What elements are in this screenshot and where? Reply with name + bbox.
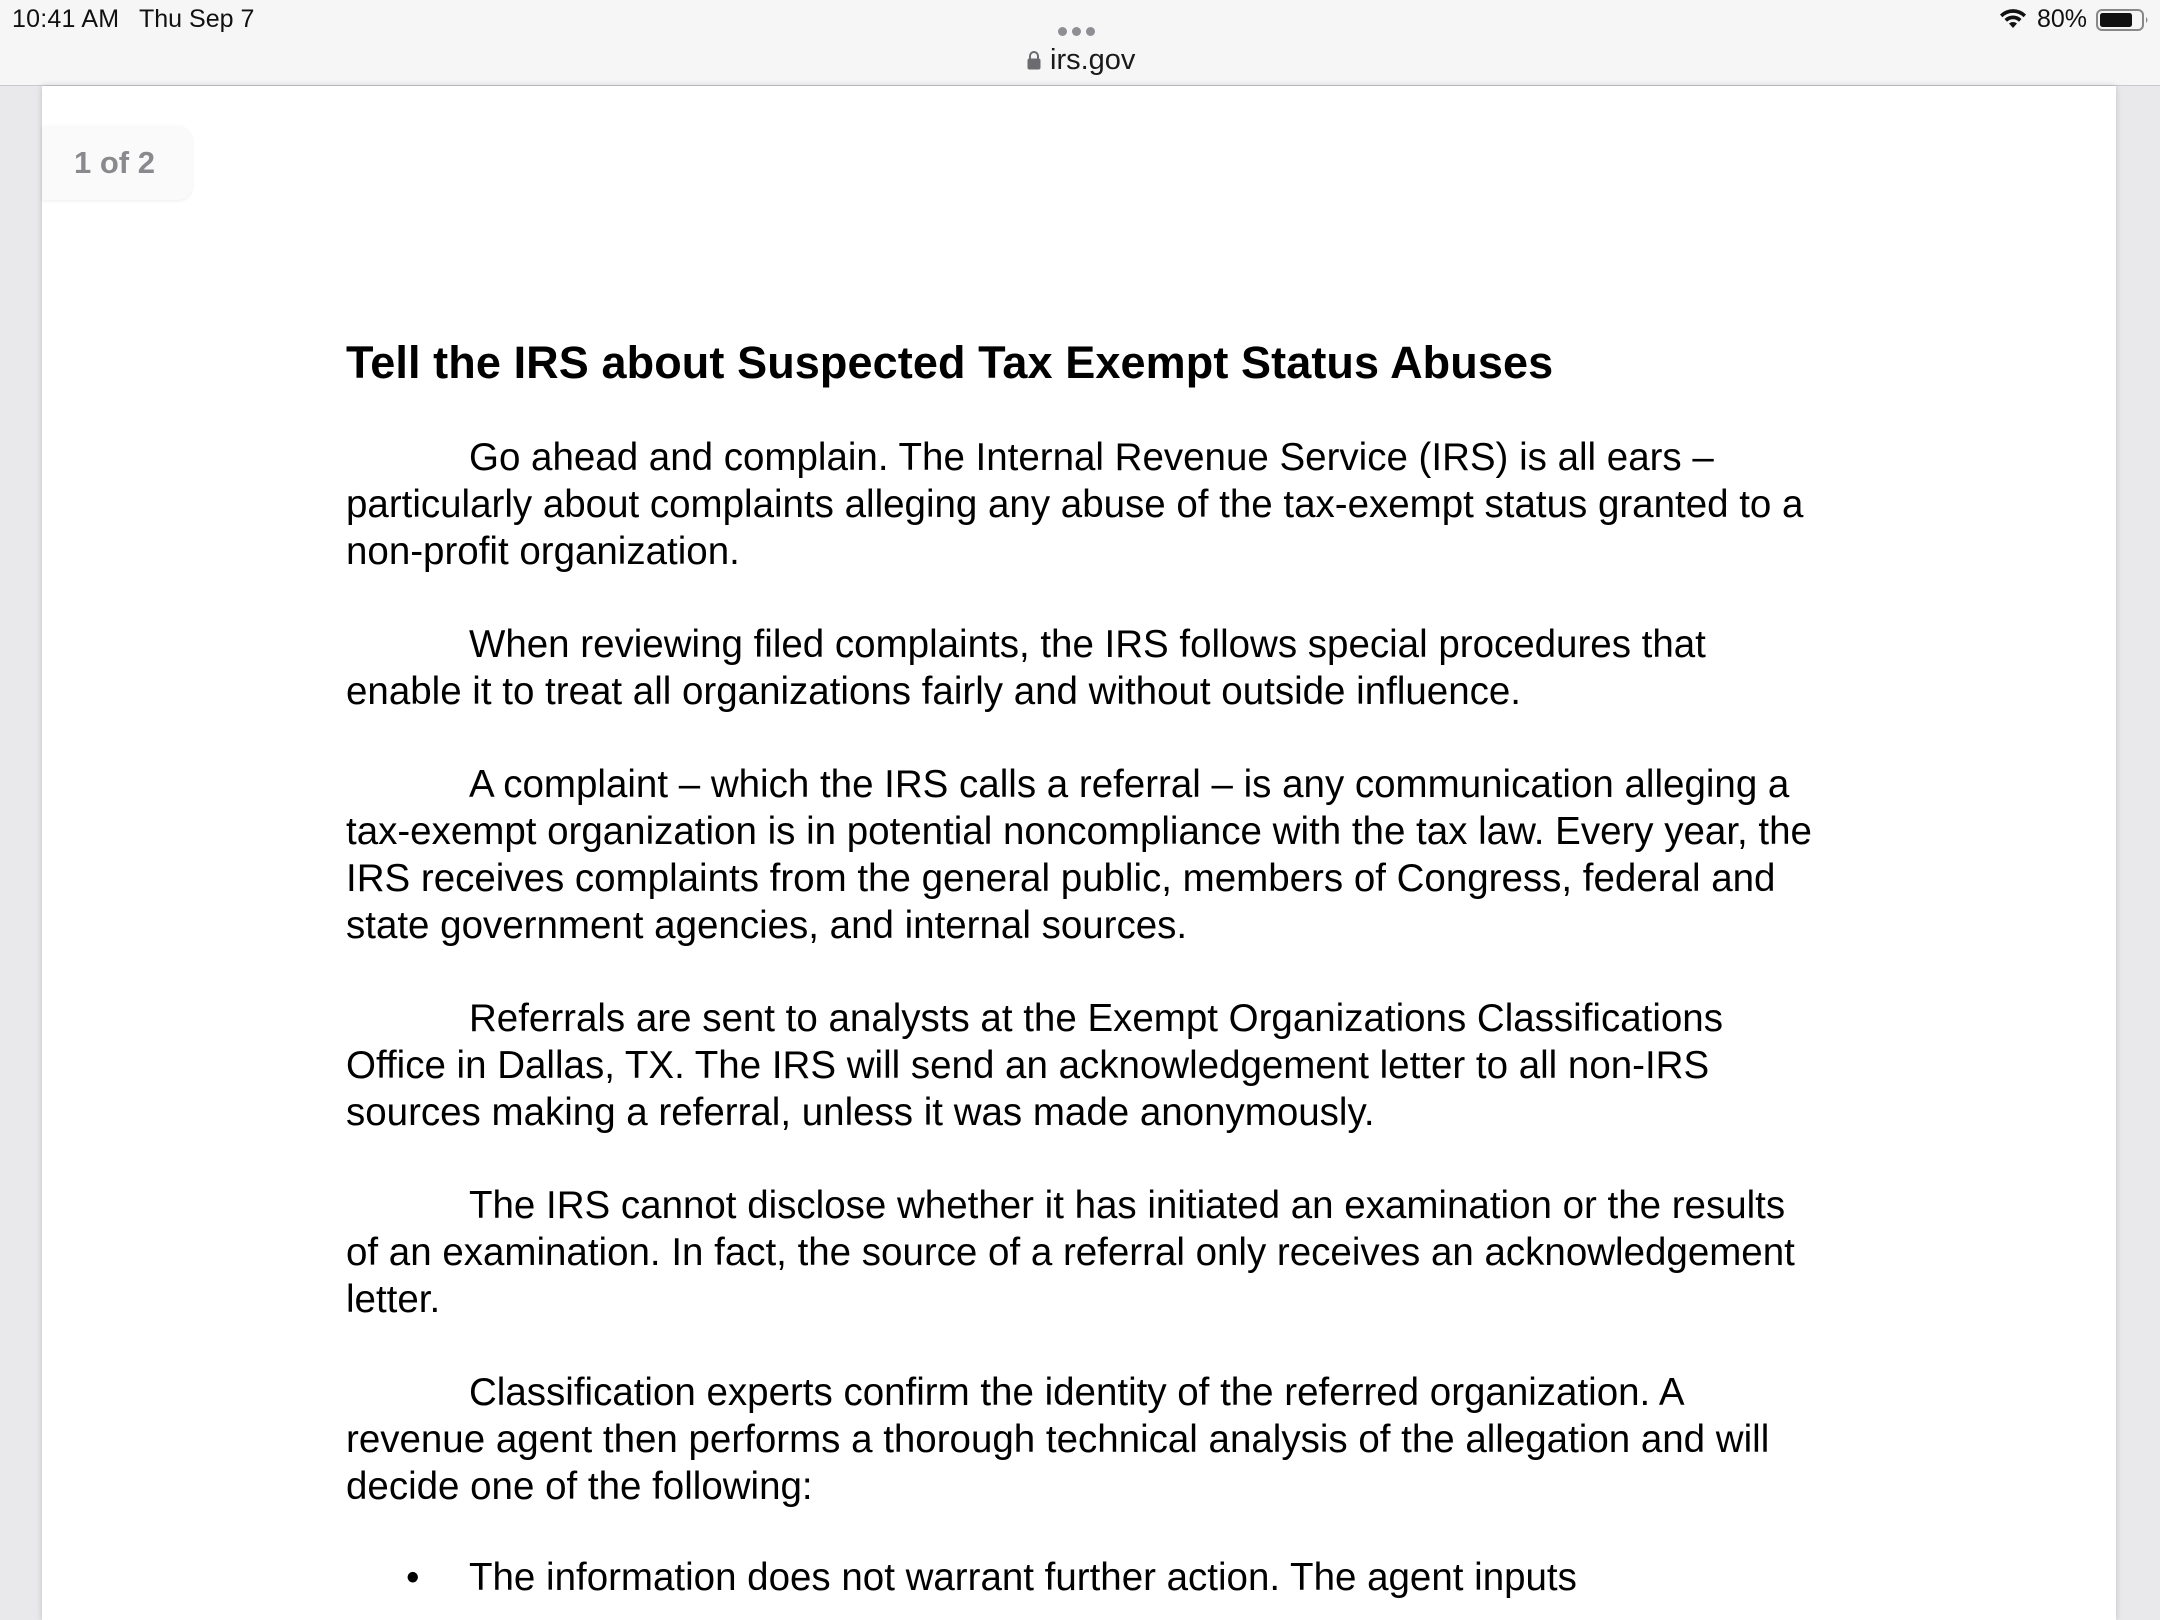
battery-icon <box>2096 8 2150 32</box>
lock-icon <box>1026 50 1042 70</box>
document-paragraph: When reviewing filed complaints, the IRS follows special procedures that enable it to treat all organizations fairly and without outside influence. <box>346 623 1706 713</box>
document-title: Tell the IRS about Suspected Tax Exempt Status Abuses <box>346 337 1554 388</box>
bullet-item <box>346 1554 1846 1601</box>
url-text: irs.gov <box>1050 43 1136 76</box>
url-display[interactable] <box>1026 42 1135 78</box>
battery-percent: 80% <box>2037 5 2088 33</box>
status-time: 10:41 AM <box>12 5 120 33</box>
document-body <box>346 336 1846 1601</box>
multitask-dots-icon[interactable] <box>1058 14 1102 24</box>
document-paragraph: Classification experts confirm the identity of the referred organization. A revenue agent then performs a thorough technical analysis of the allegation and will decide one of the following: <box>346 1371 1770 1508</box>
status-date: Thu Sep 7 <box>139 5 255 33</box>
page-counter: 1 of 2 <box>42 126 192 200</box>
document-paragraph: A complaint – which the IRS calls a referral – is any communication alleging a tax-exempt organization is in potential noncompliance with the tax law. Every year, the IRS receives complaints from the general public, members of Congress, federal and state government agencies, and internal sources. <box>346 763 1812 947</box>
document-paragraph: Go ahead and complain. The Internal Revenue Service (IRS) is all ears – particularly about complaints alleging any abuse of the tax-exempt status granted to a non-profit organization. <box>346 436 1804 573</box>
address-bar[interactable] <box>0 38 2160 86</box>
wifi-icon <box>1998 8 2028 30</box>
status-bar <box>0 0 2160 38</box>
document-paragraph: Referrals are sent to analysts at the Exempt Organizations Classifications Office in Dallas, TX. The IRS will send an acknowledgement letter to all non-IRS sources making a referral, unless it was made anonymously. <box>346 997 1723 1134</box>
bullet-text: The information does not warrant further action. The agent inputs <box>469 1556 1577 1599</box>
document-paragraph: The IRS cannot disclose whether it has initiated an examination or the results of an examination. In fact, the source of a referral only receives an acknowledgement letter. <box>346 1184 1795 1321</box>
bullet-marker: • <box>406 1556 420 1599</box>
pdf-page <box>42 86 2116 1620</box>
